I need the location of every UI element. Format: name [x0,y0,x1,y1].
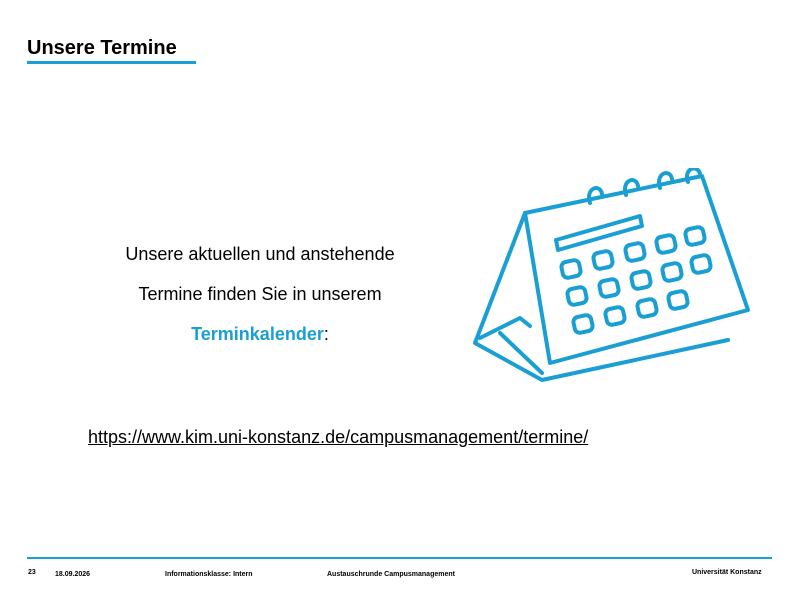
footer-institution: Universität Konstanz [692,569,762,576]
footer-date: 18.09.2026 [55,571,91,578]
footer-classification: Informationsklasse: Intern [165,571,253,578]
title-underline [27,61,196,64]
slide-title: Unsere Termine [27,37,177,59]
intro-text [80,234,440,354]
intro-line-2: Termine finden Sie in unserem [138,284,382,304]
footer-topic: Austauschrunde Campusmanagement [327,571,455,578]
page-number: 23 [28,569,36,576]
intro-line-3 [80,314,440,354]
calendar-icon [470,168,760,388]
termine-link[interactable]: https://www.kim.uni-konstanz.de/campusmanagement/termine/ [88,427,589,447]
terminkalender-highlight: Terminkalender [191,324,324,344]
intro-line-1: Unsere aktuellen und anstehende [125,244,395,264]
highlight-suffix: : [323,324,329,344]
footer-divider [27,557,772,559]
